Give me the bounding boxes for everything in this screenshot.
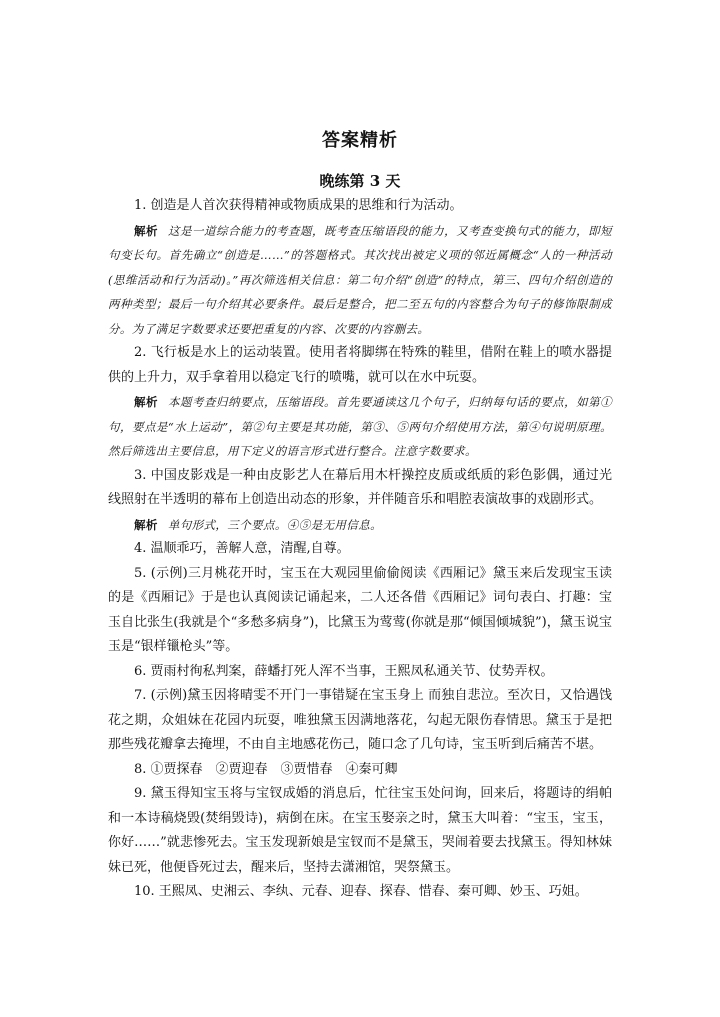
paragraph-text: 5. (示例)三月桃花开时，宝玉在大观园里偷偷阅读《西厢记》黛玉来后发现宝玉读的是《西厢记》于是也认真阅读记诵起来，二人还各借《西厢记》词句表白、打趣：宝玉自比张生(我就是个“多愁多病身”)，比黛玉为莺莺(你就是那“倾国倾城貌”)，黛玉说宝玉是“银样镴枪头”等。 [108,565,612,654]
answer-paragraph [108,537,612,562]
paragraph-text: 3. 中国皮影戏是一种由皮影艺人在幕后用木杆操控皮质或纸质的彩色影偶，通过光线照射在半透明的幕布上创造出动态的形象，并伴随音乐和唱腔表演故事的戏剧形式。 [108,467,612,507]
analysis-paragraph [108,513,612,538]
paragraph-text: 9. 黛玉得知宝玉将与宝钗成婚的消息后，忙往宝玉处问询，回来后，将题诗的绢帕和一本诗稿烧毁(焚绢毁诗)，病倒在床。在宝玉娶亲之时，黛玉大叫着：“宝玉，宝玉，你好……”就悲惨死去。宝玉发现新娘是宝钗而不是黛玉，哭闹着要去找黛玉。得知林妹妹已死，他便昏死过去，醒来后，坚持去潇湘馆，哭祭黛玉。 [108,786,612,875]
analysis-paragraph [108,219,612,342]
paragraph-text: 4. 温顺乖巧，善解人意，清醒,自尊。 [134,541,350,556]
paragraph-text: 这是一道综合能力的考查题，既考查压缩语段的能力，又考查变换句式的能力，即短句变长句。首先确立“创造是……”的答题格式。其次找出被定义项的邻近属概念“人的一种活动(思维活动和行为活动)。”再次筛选相关信息：第二句介绍“创造”的特点，第三、四句介绍创造的两种类型；最后一句介绍其必要条件。最后是整合，把二至五句的内容整合为句子的修饰限制成分。为了满足字数要求还要把重复的内容、次要的内容删去。 [108,223,612,336]
paragraph-list [108,194,612,905]
paragraph-text: 6. 贾雨村徇私判案，薛蟠打死人浑不当事，王熙凤私通关节、仗势弄权。 [134,663,554,679]
answer-paragraph [108,341,612,390]
answer-paragraph [108,464,612,513]
answer-paragraph [108,562,612,660]
paragraph-text: 1. 创造是人首次获得精神或物质成果的思维和行为活动。 [134,198,463,213]
paragraph-text: 本题考查归纳要点，压缩语段。首先要通读这几个句子，归纳每句话的要点，如第①句，要点是“水上运动”，第②句主要是其功能，第③、⑤两句介绍使用方法，第④句说明原理。然后筛选出主要信息，用下定义的语言形式进行整合。注意字数要求。 [108,395,612,458]
section-title: 晚练第 3 天 [319,172,401,190]
paragraph-text: 单句形式，三个要点。④⑤是无用信息。 [167,517,383,532]
answer-paragraph [108,194,612,219]
answer-paragraph [108,880,612,905]
answer-sheet-page [108,128,612,905]
page-title: 答案精析 [322,130,398,151]
paragraph-text: 10. 王熙凤、史湘云、李纨、元春、迎春、探春、惜春、秦可卿、妙玉、巧姐。 [134,884,588,899]
paragraph-text: 2. 飞行板是水上的运动装置。使用者将脚绑在特殊的鞋里，借附在鞋上的喷水器提供的上升力，双手拿着用以稳定飞行的喷嘴，就可以在水中玩耍。 [108,345,612,385]
analysis-paragraph [108,390,612,464]
answer-paragraph [108,660,612,685]
paragraph-text: 7. (示例)黛玉因将晴雯不开门一事错疑在宝玉身上 而独自悲泣。至次日，又恰遇饯花之期，众姐妹在花园内玩耍，唯独黛玉因满地落花，勾起无限伤春情思。黛玉于是把那些残花瓣拿去掩埋，不由自主地感花伤己，随口念了几句诗，宝玉听到后痛苦不堪。 [108,688,612,752]
analysis-label: 解析 [134,395,159,409]
analysis-label: 解析 [134,223,159,238]
answer-paragraph [108,782,612,880]
answer-paragraph [108,758,612,783]
paragraph-text: 8. ①贾探春 ②贾迎春 ③贾惜春 ④秦可卿 [134,761,398,777]
analysis-label: 解析 [134,517,158,532]
answer-paragraph [108,684,612,758]
